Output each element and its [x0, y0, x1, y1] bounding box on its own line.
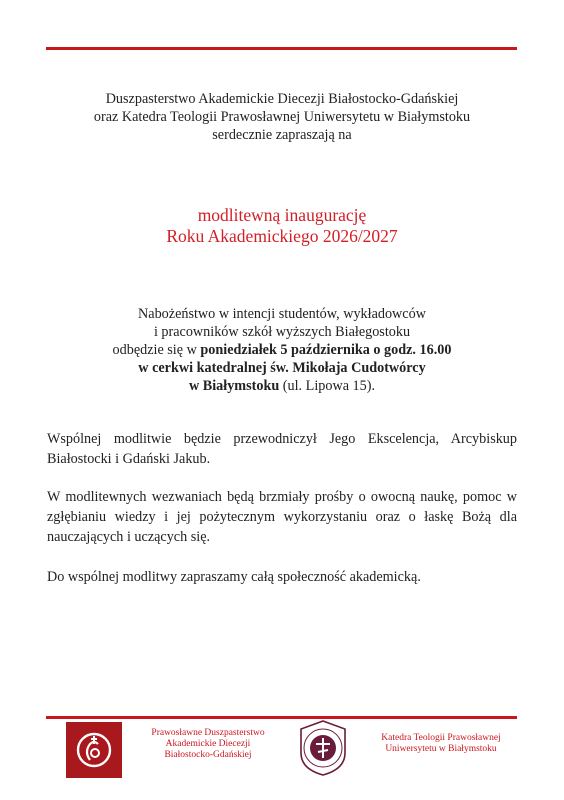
- footer-left-line-1: Prawosławne Duszpasterstwo: [151, 728, 265, 738]
- service-line-3: [40, 341, 524, 359]
- footer-left-line-3: Białostocko-Gdańskiej: [164, 750, 252, 760]
- service-line-4: [40, 359, 524, 377]
- service-line-5: [40, 377, 524, 395]
- footer-right-line-2: Uniwersytetu w Białymstoku: [385, 744, 497, 754]
- event-title-line-2: Roku Akademickiego 2026/2027: [166, 226, 398, 246]
- service-date-prefix: odbędzie się w: [112, 342, 201, 358]
- top-divider: [46, 47, 517, 50]
- service-city: w Białymstoku: [188, 378, 280, 394]
- service-details: [40, 305, 524, 395]
- event-title: [40, 205, 524, 247]
- service-date: poniedziałek 5 października o godz. 16.00: [200, 342, 452, 358]
- service-venue: w cerkwi katedralnej św. Mikołaja Cudotwórcy: [138, 360, 426, 376]
- service-address: (ul. Lipowa 15).: [279, 378, 375, 394]
- bottom-divider: [46, 716, 517, 719]
- intro-line-1: Duszpasterstwo Akademickie Diecezji Białostocko-Gdańskiej: [105, 91, 459, 107]
- service-line-2: i pracowników szkół wyższych Białegostoku: [153, 324, 411, 340]
- footer-faculty-name: [366, 733, 516, 755]
- footer-left-line-2: Akademickie Diecezji: [165, 739, 251, 749]
- service-line-1: Nabożeństwo w intencji studentów, wykładowców: [138, 306, 426, 322]
- event-title-line-1: modlitewną inaugurację: [197, 205, 367, 225]
- paragraph-presider: Wspólnej modlitwie będzie przewodniczył Jego Ekscelencja, Arcybiskup Białostocki i Gdański Jakub.: [47, 431, 517, 467]
- ministry-logo-icon: [66, 722, 122, 778]
- paragraph-invitation: Do wspólnej modlitwy zapraszamy całą społeczność akademicką.: [47, 569, 421, 585]
- intro-line-2: oraz Katedra Teologii Prawosławnej Uniwersytetu w Białymstoku: [93, 109, 471, 125]
- faculty-seal-icon: [298, 719, 348, 777]
- footer-ministry-name: [138, 728, 278, 761]
- footer-right-line-1: Katedra Teologii Prawosławnej: [381, 733, 501, 743]
- intro-block: [40, 90, 524, 144]
- intro-line-3: serdecznie zapraszają na: [212, 127, 352, 143]
- paragraph-petitions: W modlitewnych wezwaniach będą brzmiały prośby o owocną naukę, pomoc w zgłębianiu wiedzy i jej pożytecznym wykorzystaniu oraz o łaskę Bożą dla nauczających i uczących się.: [47, 489, 517, 545]
